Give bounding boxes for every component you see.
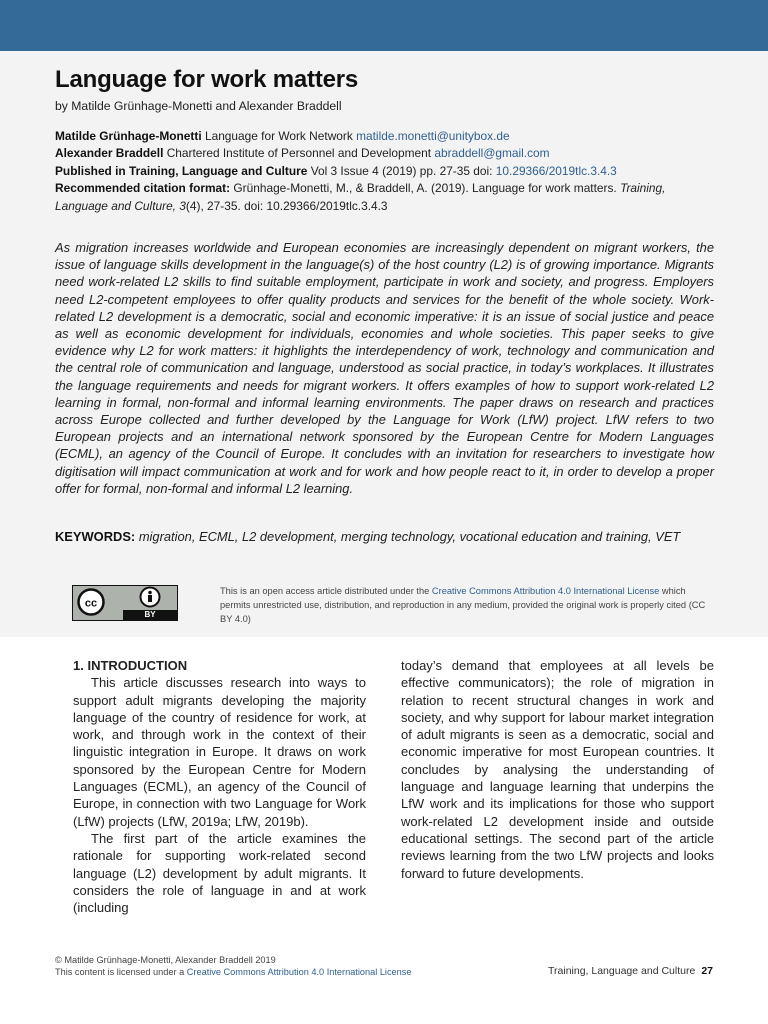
citation-tail: (4), 27-35. doi: 10.29366/2019tlc.3.4.3 xyxy=(185,198,388,213)
keywords-text: migration, ECML, L2 development, merging technology, vocational education and training, VET xyxy=(138,529,681,544)
license-notice xyxy=(220,584,710,627)
license-intro: This is an open access article distributed under the xyxy=(220,586,430,596)
cc-license-badge[interactable] xyxy=(72,585,178,621)
publication-line xyxy=(55,163,715,180)
paragraph: The first part of the article examines the rationale for supporting work-related second language (L2) development by adult migrants. It considers the role of language in and at work (including xyxy=(73,830,366,916)
author-email-link[interactable]: matilde.monetti@unitybox.de xyxy=(356,129,510,143)
doi-link[interactable]: 10.29366/2019tlc.3.4.3 xyxy=(495,163,617,178)
publication-label: Published in Training, Language and Culture xyxy=(55,163,308,178)
paragraph: This article discusses research into ways to support adult migrants developing the majority language of the country of residence for work, at work, and through work in the context of their linguistic integration in Europe. It draws on work sponsored by the European Centre for Modern Languages (ECML), an agency of the Council of Europe, in connection with two Language for Work (LfW) projects (LfW, 2019a; LfW, 2019b). xyxy=(73,675,366,829)
top-color-bar xyxy=(0,0,768,51)
page-number: 27 xyxy=(701,965,713,977)
author-name: Matilde Grünhage-Monetti xyxy=(55,129,202,143)
cc-glyph: cc xyxy=(84,597,98,610)
paragraph: today’s demand that employees at all levels be effective communicators); the role of migration in relation to recent structural changes in work and society, and why support for labour market integration of adult migrants is seen as a democratic, social and economic imperative for most European countries. It concludes by analysing the understanding of language and language learning that underpins the LfW work and its implications for those who support work-related L2 development inside and outside educational settings. The second part of the article reviews learning from the two LfW projects and looks forward to future developments. xyxy=(401,658,714,881)
citation-label: Recommended citation format: xyxy=(55,181,231,196)
body-column-right xyxy=(401,657,714,882)
by-label: BY xyxy=(123,610,177,620)
footer-journal-page xyxy=(548,965,713,977)
author-email-link[interactable]: abraddell@gmail.com xyxy=(434,146,550,161)
author-line-1 xyxy=(55,128,715,145)
license-link[interactable]: Creative Commons Attribution 4.0 International License xyxy=(431,586,660,596)
abstract: As migration increases worldwide and European economies are increasingly dependent on migrant workers, the issue of language skills development in the language(s) of the host country (L2) is of growing importance. Migrants need work-related L2 skills to find suitable employment, participate in work and society, and progress. Employers need L2-competent employees to offer quality products and services for the benefit of the whole society. Work-related L2 development is a democratic, social and economic imperative: it is an issue of social justice and peace as well as economic development for individuals, economies and whole societies. This paper seeks to give evidence why L2 for work matters: it highlights the interdependency of work, technology and communication and the central role of communication and language, understood as social practice, in today’s workplaces. It illustrates the language requirements and needs for migrant workers. It offers examples of how to support work-related L2 learning in formal, non-formal and informal learning environments. The paper draws on research and practices across Europe collected and further developed by the Language for Work (LfW) project. LfW refers to two European projects and an international network sponsored by the European Centre for Modern Languages (ECML), an agency of the Council of Europe. It concludes with an invitation for researchers to investigate how digitisation will impact communication at work and for work and how people react to it, in order to develop a proper offer for formal, non-formal and informal L2 learning. xyxy=(55,240,714,496)
footer-license xyxy=(55,967,411,979)
keywords xyxy=(55,528,714,546)
footer-copyright xyxy=(55,955,411,978)
footer-license-text: This content is licensed under a xyxy=(55,966,185,977)
article-title: Language for work matters xyxy=(55,66,359,93)
article-metadata xyxy=(55,128,715,215)
author-name: Alexander Braddell xyxy=(55,146,164,161)
author-line-2 xyxy=(55,145,715,162)
footer-journal: Training, Language and Culture xyxy=(548,965,696,977)
citation-line xyxy=(55,180,715,215)
publication-details: Vol 3 Issue 4 (2019) pp. 27-35 doi: xyxy=(310,163,493,178)
byline: by Matilde Grünhage-Monetti and Alexander Braddell xyxy=(55,99,342,113)
author-affiliation: Language for Work Network xyxy=(204,129,353,143)
citation-text: Grünhage-Monetti, M., & Braddell, A. (2019). Language for work matters. xyxy=(233,181,617,196)
footer-license-link[interactable]: Creative Commons Attribution 4.0 International License xyxy=(186,966,412,977)
section-heading: 1. INTRODUCTION xyxy=(73,658,188,673)
license-terms: which permits unrestricted use, distribution, and reproduction in any medium, provided the original work is properly cited (CC BY 4.0) xyxy=(220,586,706,625)
author-affiliation: Chartered Institute of Personnel and Development xyxy=(166,146,432,161)
body-column-left xyxy=(73,657,366,916)
citation-journal: Training, Language and Culture, 3 xyxy=(55,181,666,213)
attribution-icon xyxy=(135,586,165,610)
keywords-label: KEYWORDS: xyxy=(55,529,136,544)
copyright-text: © Matilde Grünhage-Monetti, Alexander Braddell 2019 xyxy=(55,955,276,965)
